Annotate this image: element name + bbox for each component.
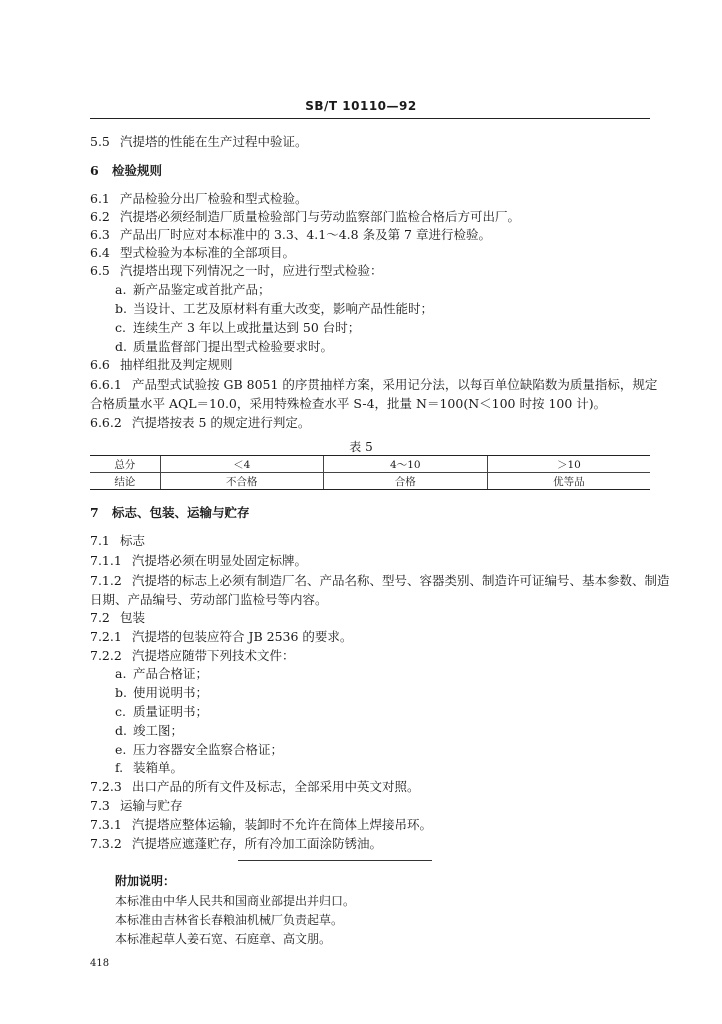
clause-7-3-1: 7.3.1 汽提塔应整体运输，装卸时不允许在筒体上焊接吊环。: [90, 817, 433, 832]
list-item-6-5-a: a. 新产品鉴定或首批产品；: [115, 282, 271, 297]
note-2: 本标准由吉林省长春粮油机械厂负责起草。: [115, 913, 344, 927]
table-cell: ＜4: [160, 456, 323, 473]
list-item-7-2-2-b: b. 使用说明书；: [115, 685, 209, 700]
clause-7-1-2-continued: 日期、产品编号、劳动部门监检号等内容。: [90, 592, 328, 607]
section-6-heading: 6 检验规则: [90, 163, 163, 178]
table-row-conclusion: [90, 473, 650, 490]
table-cell: 优等品: [487, 473, 650, 490]
clause-7-2-2: 7.2.2 汽提塔应随带下列技术文件：: [90, 648, 295, 663]
end-rule: [238, 860, 432, 861]
clause-6-2: 6.2 汽提塔必须经制造厂质量检验部门与劳动监察部门监检合格后方可出厂。: [90, 209, 521, 224]
table-cell: ＞10: [487, 456, 650, 473]
page-number: 418: [90, 958, 110, 969]
list-item-7-2-2-e: e. 压力容器安全监察合格证；: [115, 742, 284, 757]
clause-5-5: 5.5 汽提塔的性能在生产过程中验证。: [90, 134, 308, 149]
clause-7-2-1: 7.2.1 汽提塔的包装应符合 JB 2536 的要求。: [90, 629, 353, 644]
clause-7-1: 7.1 标志: [90, 533, 146, 548]
clause-7-2-3: 7.2.3 出口产品的所有文件及标志，全部采用中英文对照。: [90, 779, 420, 794]
clause-6-6: 6.6 抽样组批及判定规则: [90, 357, 233, 372]
clause-6-6-1-continued: 合格质量水平 AQL＝10.0，采用特殊检查水平 S-4，批量 N＝100(N＜100 时按 100 计)。: [90, 396, 607, 411]
clause-7-3: 7.3 运输与贮存: [90, 798, 183, 813]
table-cell: 合格: [323, 473, 487, 490]
list-item-6-5-b: b. 当设计、工艺及原材料有重大改变，影响产品性能时；: [115, 301, 434, 316]
notes-title: 附加说明：: [115, 874, 176, 888]
clause-6-3: 6.3 产品出厂时应对本标准中的 3.3、4.1～4.8 条及第 7 章进行检验。: [90, 227, 491, 242]
table-5: [90, 455, 650, 490]
clause-7-3-2: 7.3.2 汽提塔应遮蓬贮存，所有冷加工面涂防锈油。: [90, 836, 383, 851]
table-cell: 结论: [90, 473, 160, 490]
list-item-6-5-c: c. 连续生产 3 年以上或批量达到 50 台时；: [115, 320, 361, 335]
note-3: 本标准起草人姜石宽、石庭章、高文朋。: [115, 932, 332, 946]
table-cell: 总分: [90, 456, 160, 473]
clause-7-1-1: 7.1.1 汽提塔必须在明显处固定标牌。: [90, 553, 308, 568]
section-7-heading: 7 标志、包装、运输与贮存: [90, 505, 250, 520]
standard-code-header: SB/T 10110—92: [305, 99, 417, 113]
table-5-caption: 表 5: [349, 440, 373, 454]
table-cell: 4～10: [323, 456, 487, 473]
clause-7-1-2: 7.1.2 汽提塔的标志上必须有制造厂名、产品名称、型号、容器类别、制造许可证编号、基本参数、制造: [90, 573, 670, 588]
clause-7-2: 7.2 包装: [90, 610, 146, 625]
clause-6-6-1: 6.6.1 产品型式试验按 GB 8051 的序贯抽样方案，采用记分法，以每百单位缺陷数为质量指标，规定: [90, 377, 658, 392]
table-cell: 不合格: [160, 473, 323, 490]
clause-6-5: 6.5 汽提塔出现下列情况之一时，应进行型式检验：: [90, 263, 383, 278]
list-item-7-2-2-f: f. 装箱单。: [115, 760, 184, 775]
clause-6-4: 6.4 型式检验为本标准的全部项目。: [90, 245, 296, 260]
list-item-7-2-2-c: c. 质量证明书；: [115, 704, 209, 719]
list-item-7-2-2-a: a. 产品合格证；: [115, 666, 209, 681]
table-row-score: [90, 456, 650, 473]
header-rule: [90, 118, 650, 119]
list-item-7-2-2-d: d. 竣工图；: [115, 723, 184, 738]
clause-6-1: 6.1 产品检验分出厂检验和型式检验。: [90, 191, 308, 206]
note-1: 本标准由中华人民共和国商业部提出并归口。: [115, 894, 356, 908]
clause-6-6-2: 6.6.2 汽提塔按表 5 的规定进行判定。: [90, 415, 311, 430]
list-item-6-5-d: d. 质量监督部门提出型式检验要求时。: [115, 339, 334, 354]
